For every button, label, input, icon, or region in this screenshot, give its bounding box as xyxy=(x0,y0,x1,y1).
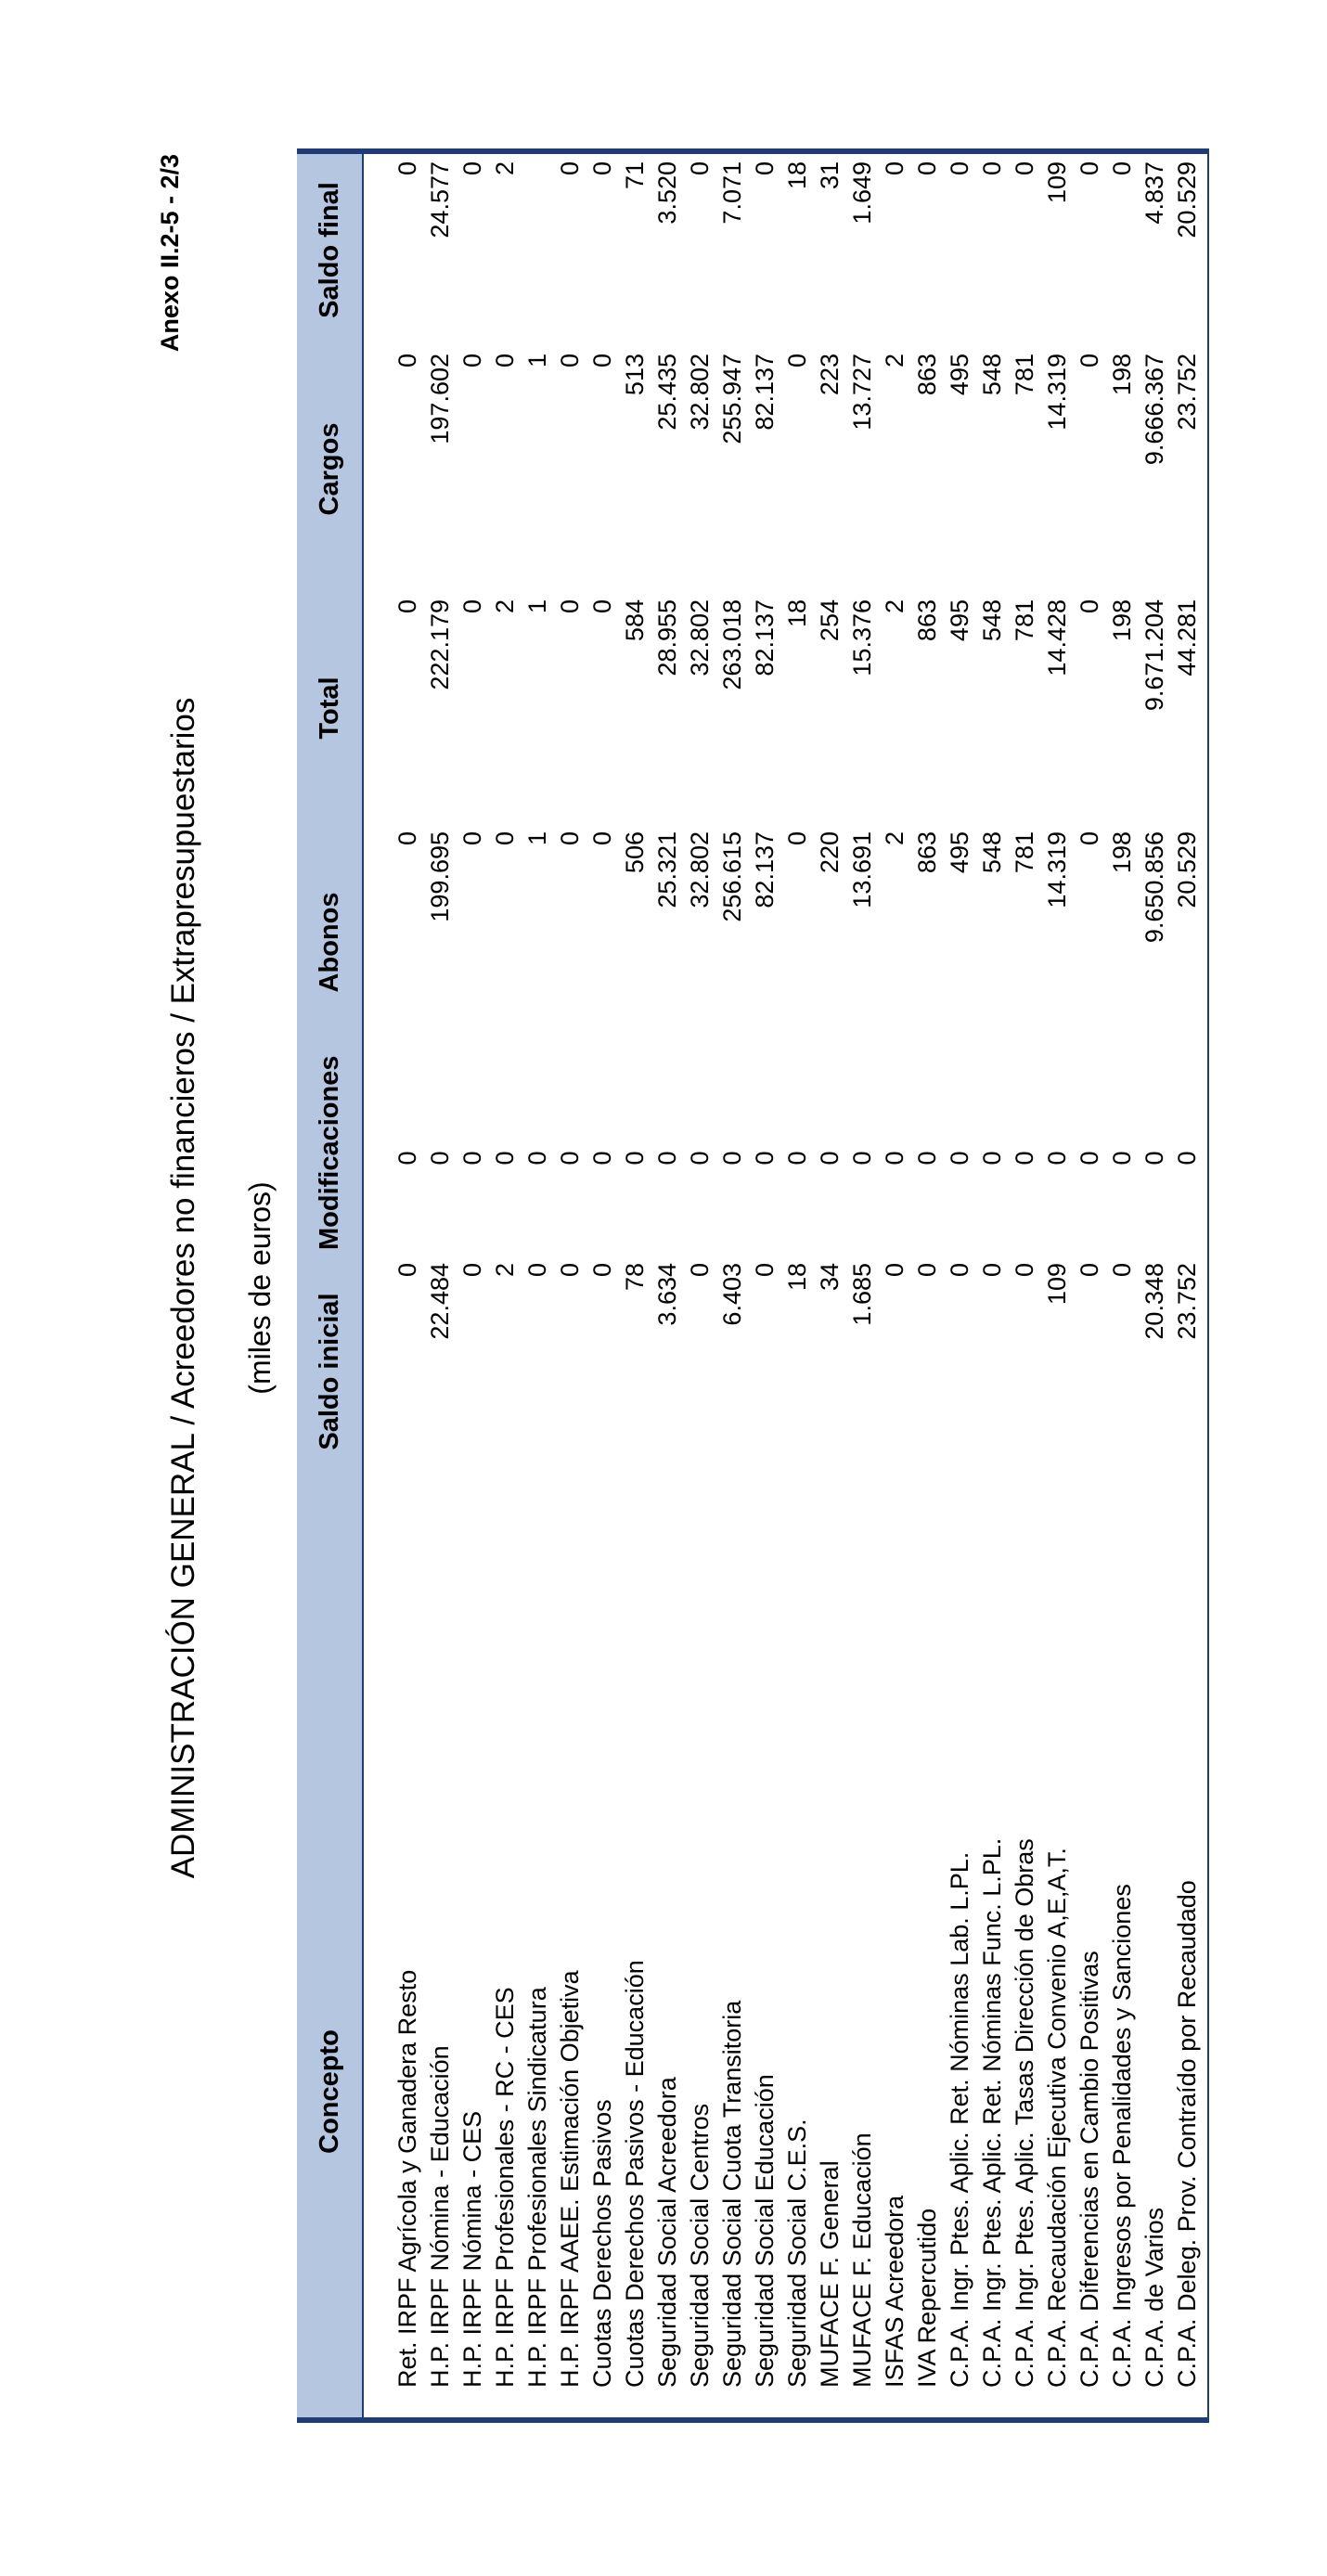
cell-saldo-final: 0 xyxy=(588,161,616,176)
cell-total: 15.376 xyxy=(848,599,876,676)
column-header-cargos: Cargos xyxy=(297,346,363,592)
cell-cargos: 863 xyxy=(913,354,941,396)
cell-total: 0 xyxy=(393,599,421,614)
cell-total: 0 xyxy=(556,599,584,614)
cell-spacer xyxy=(586,1488,619,1766)
cell-saldo-final: 0 xyxy=(1108,161,1136,176)
cell-saldo-final: 4.837 xyxy=(1140,161,1168,225)
cell-saldo-inicial: 0 xyxy=(458,1263,486,1278)
cell-modificaciones: 0 xyxy=(426,1151,454,1166)
column-header-spacer xyxy=(297,1488,363,1766)
table-row xyxy=(716,151,749,2420)
cell-abonos: 256.615 xyxy=(718,831,746,922)
creditors-table xyxy=(297,148,1209,2423)
cell-concepto: C.P.A. Deleg. Prov. Contraído por Recaudado xyxy=(1171,1766,1208,2420)
cell-cargos: 1 xyxy=(523,354,551,368)
cell-total: 263.018 xyxy=(718,599,746,690)
table-row xyxy=(911,151,944,2420)
cell-saldo-inicial: 109 xyxy=(1043,1263,1071,1306)
cell-saldo-inicial: 0 xyxy=(881,1263,908,1278)
cell-saldo-inicial: 0 xyxy=(556,1263,584,1278)
cell-saldo-inicial: 3.634 xyxy=(653,1263,681,1326)
cell-saldo-final: 20.529 xyxy=(1171,151,1208,346)
cell-saldo-inicial: 0 xyxy=(1076,1263,1103,1278)
cell-cargos: 25.435 xyxy=(653,354,681,431)
table-header-row xyxy=(297,151,363,2420)
cell-concepto: Ret. IRPF Agrícola y Ganadera Resto xyxy=(393,1969,421,2388)
cell-concepto: C.P.A. Ingresos por Penalidades y Sanciones xyxy=(1108,1884,1136,2388)
cell-spacer xyxy=(619,1488,651,1766)
cell-saldo-final: 0 xyxy=(946,161,973,176)
cell-abonos: 548 xyxy=(978,831,1006,874)
cell-cargos: 0 xyxy=(783,354,811,368)
cell-spacer xyxy=(1074,1488,1106,1766)
cell-cargos: 255.947 xyxy=(718,354,746,444)
cell-modificaciones: 0 xyxy=(881,1151,908,1166)
cell-cargos: 9.666.367 xyxy=(1140,354,1168,466)
cell-total: 495 xyxy=(946,599,973,642)
cell-saldo-final: 0 xyxy=(1011,161,1038,176)
cell-concepto: Seguridad Social Cuota Transitoria xyxy=(718,2000,746,2388)
cell-spacer xyxy=(1139,1488,1171,1766)
table-row xyxy=(1009,151,1041,2420)
cell-modificaciones: 0 xyxy=(1011,1151,1038,1166)
cell-total: 0 xyxy=(588,599,616,614)
cell-total: 14.428 xyxy=(1043,599,1071,676)
table-row xyxy=(879,151,911,2420)
cell-saldo-inicial: 2 xyxy=(491,1263,519,1278)
cell-saldo-final: 0 xyxy=(751,161,779,176)
cell-saldo-final: 3.520 xyxy=(653,161,681,225)
cell-total: 9.671.204 xyxy=(1140,599,1168,712)
table-row xyxy=(489,151,522,2420)
cell-abonos: 495 xyxy=(946,831,973,874)
cell-total: 18 xyxy=(783,599,811,628)
cell-modificaciones: 0 xyxy=(751,1151,779,1166)
cell-modificaciones: 0 xyxy=(783,1151,811,1166)
cell-abonos: 2 xyxy=(881,831,908,846)
column-header-abonos: Abonos xyxy=(297,824,363,1061)
cell-spacer xyxy=(1171,1488,1208,1766)
cell-saldo-inicial: 0 xyxy=(523,1263,551,1278)
cell-saldo-inicial: 0 xyxy=(913,1263,941,1278)
cell-abonos: 0 xyxy=(588,831,616,846)
cell-concepto: C.P.A. Ingr. Ptes. Aplic. Ret. Nóminas Func. L.PL. xyxy=(978,1837,1006,2388)
cell-abonos: 14.319 xyxy=(1043,831,1071,908)
cell-concepto: Seguridad Social Acreedora xyxy=(653,2077,681,2388)
cell-abonos: 0 xyxy=(556,831,584,846)
column-header-saldo-final: Saldo final xyxy=(297,151,363,346)
cell-modificaciones: 0 xyxy=(816,1151,844,1166)
cell-saldo-inicial: 0 xyxy=(393,1263,421,1278)
cell-saldo-inicial: 0 xyxy=(946,1263,973,1278)
cell-modificaciones: 0 xyxy=(1043,1151,1071,1166)
cell-cargos: 0 xyxy=(1076,354,1103,368)
cell-spacer xyxy=(1009,1488,1041,1766)
cell-cargos: 0 xyxy=(491,354,519,368)
cell-concepto: Seguridad Social Centros xyxy=(686,2103,714,2388)
cell-saldo-final: 0 xyxy=(458,161,486,176)
cell-concepto: MUFACE F. Educación xyxy=(848,2132,876,2388)
cell-abonos: 0 xyxy=(491,831,519,846)
cell-spacer xyxy=(1106,1488,1139,1766)
header-spacer-row xyxy=(363,151,392,2420)
cell-spacer xyxy=(522,1488,554,1766)
cell-spacer xyxy=(814,1488,846,1766)
cell-saldo-final: 0 xyxy=(393,161,421,176)
cell-saldo-final: 31 xyxy=(816,161,844,190)
cell-cargos: 13.727 xyxy=(848,354,876,431)
cell-saldo-final: 71 xyxy=(621,161,649,190)
cell-saldo-final: 7.071 xyxy=(718,161,746,225)
table-row xyxy=(586,151,619,2420)
cell-abonos: 781 xyxy=(1011,831,1038,874)
table-row xyxy=(1139,151,1171,2420)
cell-spacer xyxy=(781,1488,814,1766)
column-header-saldo-inicial: Saldo inicial xyxy=(297,1256,363,1488)
table-row xyxy=(392,151,424,2420)
cell-abonos: 1 xyxy=(523,831,551,846)
cell-total: 584 xyxy=(621,599,649,642)
cell-spacer xyxy=(716,1488,749,1766)
cell-total: 254 xyxy=(816,599,844,642)
cell-cargos: 32.802 xyxy=(686,354,714,431)
cell-saldo-inicial: 20.348 xyxy=(1140,1263,1168,1340)
cell-spacer xyxy=(911,1488,944,1766)
cell-abonos: 0 xyxy=(783,831,811,846)
cell-concepto: H.P. IRPF Profesionales Sindicatura xyxy=(523,1987,551,2388)
table-row xyxy=(619,151,651,2420)
cell-abonos: 32.802 xyxy=(686,831,714,908)
cell-cargos: 0 xyxy=(393,354,421,368)
cell-saldo-inicial: 0 xyxy=(751,1263,779,1278)
column-header-total: Total xyxy=(297,592,363,824)
cell-saldo-final: 0 xyxy=(556,161,584,176)
cell-abonos: 9.650.856 xyxy=(1140,831,1168,944)
cell-cargos: 197.602 xyxy=(426,354,454,444)
cell-saldo-final: 0 xyxy=(978,161,1006,176)
cell-concepto: H.P. IRPF Nómina - CES xyxy=(458,2110,486,2388)
cell-abonos: 0 xyxy=(458,831,486,846)
table-row xyxy=(976,151,1009,2420)
cell-concepto: C.P.A. de Varios xyxy=(1140,2207,1168,2388)
cell-modificaciones: 0 xyxy=(621,1151,649,1166)
cell-concepto: Seguridad Social C.E.S. xyxy=(783,2119,811,2388)
cell-modificaciones: 0 xyxy=(588,1151,616,1166)
cell-cargos: 223 xyxy=(816,354,844,396)
cell-cargos: 198 xyxy=(1108,354,1136,396)
cell-modificaciones: 0 xyxy=(1076,1151,1103,1166)
cell-total: 548 xyxy=(978,599,1006,642)
cell-total: 863 xyxy=(913,599,941,642)
cell-saldo-final: 18 xyxy=(783,161,811,190)
cell-spacer xyxy=(489,1488,522,1766)
cell-saldo-inicial: 78 xyxy=(621,1263,649,1292)
cell-cargos: 513 xyxy=(621,354,649,396)
cell-saldo-final: 0 xyxy=(686,161,714,176)
table-row xyxy=(846,151,879,2420)
cell-spacer xyxy=(651,1488,684,1766)
cell-cargos: 0 xyxy=(588,354,616,368)
cell-abonos: 220 xyxy=(816,831,844,874)
cell-spacer xyxy=(392,1488,424,1766)
cell-concepto: Cuotas Derechos Pasivos - Educación xyxy=(621,1960,649,2388)
table-row xyxy=(1106,151,1139,2420)
cell-concepto: C.P.A. Ingr. Ptes. Aplic. Ret. Nóminas Lab. L.PL. xyxy=(946,1851,973,2388)
cell-abonos: 506 xyxy=(621,831,649,874)
cell-total: 32.802 xyxy=(686,599,714,676)
cell-spacer xyxy=(749,1488,781,1766)
cell-total: 1 xyxy=(523,599,551,614)
cell-modificaciones: 0 xyxy=(978,1151,1006,1166)
cell-saldo-inicial: 23.752 xyxy=(1171,1256,1208,1488)
cell-spacer xyxy=(944,1488,976,1766)
cell-total: 0 xyxy=(458,599,486,614)
cell-saldo-final: 24.577 xyxy=(426,161,454,238)
cell-modificaciones: 0 xyxy=(653,1151,681,1166)
cell-cargos: 0 xyxy=(556,354,584,368)
cell-cargos: 2 xyxy=(881,354,908,368)
table-row xyxy=(424,151,457,2420)
table-row xyxy=(944,151,976,2420)
cell-abonos: 20.529 xyxy=(1171,824,1208,1061)
cell-abonos: 13.691 xyxy=(848,831,876,908)
cell-saldo-inicial: 0 xyxy=(1108,1263,1136,1278)
cell-concepto: H.P. IRPF Nómina - Educación xyxy=(426,2045,454,2388)
table-row xyxy=(814,151,846,2420)
table-row xyxy=(1041,151,1074,2420)
cell-spacer xyxy=(554,1488,586,1766)
data-table-container xyxy=(297,154,1209,2423)
cell-saldo-inicial: 0 xyxy=(588,1263,616,1278)
cell-saldo-final: 1.649 xyxy=(848,161,876,225)
cell-abonos: 25.321 xyxy=(653,831,681,908)
table-row xyxy=(781,151,814,2420)
cell-cargos: 495 xyxy=(946,354,973,396)
cell-cargos: 0 xyxy=(458,354,486,368)
table-body xyxy=(392,151,1208,2420)
cell-concepto: MUFACE F. General xyxy=(816,2160,844,2388)
cell-concepto: C.P.A. Ingr. Ptes. Aplic. Tasas Dirección de Obras xyxy=(1011,1838,1038,2388)
table-row xyxy=(522,151,554,2420)
cell-total: 82.137 xyxy=(751,599,779,676)
cell-saldo-final: 109 xyxy=(1043,161,1071,204)
cell-modificaciones: 0 xyxy=(556,1151,584,1166)
cell-total: 2 xyxy=(491,599,519,614)
cell-cargos: 23.752 xyxy=(1171,346,1208,592)
cell-saldo-inicial: 18 xyxy=(783,1263,811,1292)
cell-spacer xyxy=(1041,1488,1074,1766)
cell-concepto: C.P.A. Recaudación Ejecutiva Convenio A,E,A,T. xyxy=(1043,1848,1071,2388)
cell-saldo-final: 0 xyxy=(1076,161,1103,176)
cell-modificaciones: 0 xyxy=(946,1151,973,1166)
cell-saldo-inicial: 34 xyxy=(816,1263,844,1292)
cell-modificaciones: 0 xyxy=(848,1151,876,1166)
cell-saldo-inicial: 6.403 xyxy=(718,1263,746,1326)
cell-total: 44.281 xyxy=(1171,592,1208,824)
cell-saldo-inicial: 0 xyxy=(1011,1263,1038,1278)
cell-modificaciones: 0 xyxy=(1140,1151,1168,1166)
cell-abonos: 863 xyxy=(913,831,941,874)
column-header-modificaciones: Modificaciones xyxy=(297,1061,363,1256)
cell-cargos: 548 xyxy=(978,354,1006,396)
cell-concepto: H.P. IRPF AAEE. Estimación Objetiva xyxy=(556,1970,584,2388)
table-row xyxy=(1171,151,1208,2420)
cell-total: 198 xyxy=(1108,599,1136,642)
cell-total: 0 xyxy=(1076,599,1103,614)
cell-abonos: 0 xyxy=(1076,831,1103,846)
cell-saldo-final: 0 xyxy=(913,161,941,176)
cell-spacer xyxy=(684,1488,716,1766)
annex-label: Anexo II.2-5 - 2/3 xyxy=(156,154,184,353)
cell-concepto: IVA Repercutido xyxy=(913,2208,941,2388)
cell-modificaciones: 0 xyxy=(458,1151,486,1166)
cell-cargos: 14.319 xyxy=(1043,354,1071,431)
cell-abonos: 198 xyxy=(1108,831,1136,874)
cell-total: 28.955 xyxy=(653,599,681,676)
cell-concepto: C.P.A. Diferencias en Cambio Positivas xyxy=(1076,1951,1103,2388)
cell-modificaciones: 0 xyxy=(1108,1151,1136,1166)
cell-total: 781 xyxy=(1011,599,1038,642)
cell-modificaciones: 0 xyxy=(1171,1061,1208,1256)
cell-spacer xyxy=(457,1488,489,1766)
table-row xyxy=(651,151,684,2420)
cell-modificaciones: 0 xyxy=(523,1151,551,1166)
cell-cargos: 781 xyxy=(1011,354,1038,396)
cell-modificaciones: 0 xyxy=(393,1151,421,1166)
cell-total: 2 xyxy=(881,599,908,614)
cell-saldo-inicial: 0 xyxy=(686,1263,714,1278)
cell-saldo-inicial: 0 xyxy=(978,1263,1006,1278)
cell-spacer xyxy=(976,1488,1009,1766)
cell-modificaciones: 0 xyxy=(718,1151,746,1166)
cell-saldo-final xyxy=(522,151,554,346)
cell-spacer xyxy=(846,1488,879,1766)
cell-abonos: 199.695 xyxy=(426,831,454,922)
page-title: ADMINISTRACIÓN GENERAL / Acreedores no financieros / Extrapresupuestarios xyxy=(165,697,201,1879)
cell-abonos: 82.137 xyxy=(751,831,779,908)
cell-saldo-final: 2 xyxy=(491,161,519,176)
column-header-concepto: Concepto xyxy=(297,1766,363,2420)
cell-concepto: H.P. IRPF Profesionales - RC - CES xyxy=(491,1987,519,2388)
table-row xyxy=(554,151,586,2420)
cell-saldo-final: 0 xyxy=(881,161,908,176)
table-row xyxy=(457,151,489,2420)
cell-saldo-inicial: 1.685 xyxy=(848,1263,876,1326)
cell-spacer xyxy=(879,1488,911,1766)
cell-cargos: 82.137 xyxy=(751,354,779,431)
cell-concepto: Seguridad Social Educación xyxy=(751,2074,779,2388)
cell-abonos: 0 xyxy=(393,831,421,846)
table-row xyxy=(1074,151,1106,2420)
cell-modificaciones: 0 xyxy=(491,1151,519,1166)
cell-spacer xyxy=(424,1488,457,1766)
cell-concepto: ISFAS Acreedora xyxy=(881,2195,908,2388)
table-row xyxy=(749,151,781,2420)
cell-modificaciones: 0 xyxy=(913,1151,941,1166)
table-row xyxy=(684,151,716,2420)
cell-modificaciones: 0 xyxy=(686,1151,714,1166)
cell-concepto: Cuotas Derechos Pasivos xyxy=(588,2099,616,2388)
page-subtitle: (miles de euros) xyxy=(243,1181,277,1395)
cell-saldo-inicial: 22.484 xyxy=(426,1263,454,1340)
cell-total: 222.179 xyxy=(426,599,454,690)
